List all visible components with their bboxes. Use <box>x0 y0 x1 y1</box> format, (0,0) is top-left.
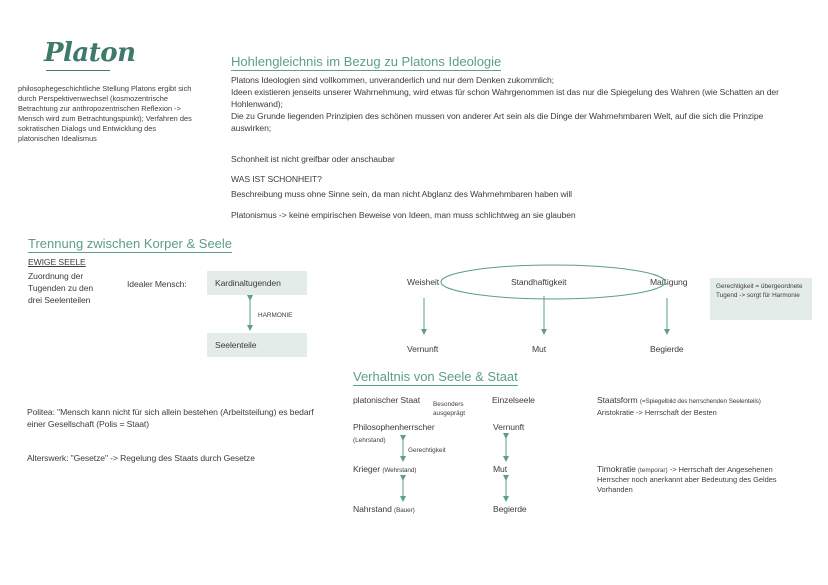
hoehle-heading: Hohlengleichnis im Bezug zu Platons Ideologie <box>231 54 502 69</box>
trennung-heading: Trennung zwischen Korper & Seele <box>28 236 233 251</box>
hoehle-line-1: Platons Ideologien sind vollkommen, unveranderlich und nur dem Denken zukommlich; <box>231 75 554 85</box>
part-mut: Mut <box>532 344 547 354</box>
lehrstand-label: (Lehrstand) <box>353 437 386 444</box>
schoenheit-text: Schonheit ist nicht greifbar oder anschaubar <box>231 154 395 164</box>
intro-text: philosophegeschichtliche Stellung Platons ergibt sich durch Perspektivenwechsel (kosmozentrische Betrachtung zur anthropozentrischen Reflexion -> Mensch wird zum Betrachtungspunkt); Verfahren des sokratischen Dialogs und Entwicklung des platonischen Idealismus <box>18 84 192 143</box>
einzelseele-label: Einzelseele <box>492 395 535 405</box>
politeia-text: Politea: "Mensch kann nicht für sich allein bestehen (Arbeitsteilung) es bedarf einer Gesellschaft (Polis = Staat) <box>27 407 314 429</box>
harmonie-label: HARMONIE <box>258 312 293 319</box>
timokratie-note: (temporar) <box>637 467 668 474</box>
einzel-begierde: Begierde <box>493 504 527 514</box>
staatsform-text: Staatsform <box>597 395 638 405</box>
virtue-weisheit: Weisheit <box>407 277 439 287</box>
ewige-seele-label: EWIGE SEELE <box>28 257 86 267</box>
page-title: Platon <box>44 38 136 68</box>
virtue-massigung: Maßigung <box>650 277 688 287</box>
wehrstand-text: (Wehrstand) <box>382 467 417 474</box>
virtues-ellipse <box>441 265 665 299</box>
staatsform-note: (=Spiegelbild des herrschenden Seelenteils) <box>639 398 761 405</box>
hoehle-line-2: Ideen existieren jenseits unserer Wahrnehmung, wird etwas für schon Wahrgenommen ist das nur die Spiegelung des Wahren (wie Schatten an der Hohlenwand); <box>231 87 779 109</box>
virtue-standhaftigkeit: Standhaftigkeit <box>511 277 567 287</box>
timokratie-label: Timokratie <box>597 464 636 474</box>
beschreibung-text: Beschreibung muss ohne Sinne sein, da man nicht Abglanz des Wahrnehmbaren haben will <box>231 189 572 199</box>
kardinaltugenden-box: Kardinaltugenden <box>207 271 307 295</box>
bauer-text: (Bauer) <box>394 507 415 514</box>
gerechtigkeit-label: Gerechtigkeit <box>408 447 446 454</box>
gerechtigkeit-note-box: Gerechtigkeit = übergeordnete Tugend -> sorgt für Harmonie <box>710 278 812 320</box>
schoenheit-question: WAS IST SCHONHEIT? <box>231 174 322 184</box>
naehrstand-text: Nahrstand <box>353 504 392 514</box>
alterswerk-text: Alterswerk: "Gesetze" -> Regelung des Staats durch Gesetze <box>27 453 255 463</box>
platonismus-text: Platonismus -> keine empirischen Beweise von Ideen, man muss schlichtweg an sie glauben <box>231 210 576 220</box>
besonders-label: Besonders ausgeprägt <box>433 401 465 417</box>
zuordnung-text: Zuordnung der Tugenden zu den drei Seelenteilen <box>28 271 94 305</box>
part-begierde: Begierde <box>650 344 684 354</box>
aristokratie-text: Aristokratie -> Herrschaft der Besten <box>597 408 717 417</box>
einzel-vernunft: Vernunft <box>493 422 525 432</box>
hoehle-line-3: Die zu Grunde liegenden Prinzipien des schönen mussen von anderer Art sein als die Dinge der Wahrnehmbaren Welt, auf die sich die Prinzipe auswirken; <box>231 111 764 133</box>
krieger-text: Krieger <box>353 464 381 474</box>
seelenteile-box: Seelenteile <box>207 333 307 357</box>
timokratie-text: -> Herrschaft der Angesehenen Herrscher noch anerkannt aber Bedeutung des Geldes Vorhanden <box>597 465 777 494</box>
einzel-mut: Mut <box>493 464 508 474</box>
idealer-mensch-label: Idealer Mensch: <box>127 279 187 289</box>
part-vernunft: Vernunft <box>407 344 439 354</box>
platonischer-staat-label: platonischer Staat <box>353 395 420 405</box>
philosophenherrscher-label: Philosophenherrscher <box>353 422 435 432</box>
verhaeltnis-heading: Verhaltnis von Seele & Staat <box>353 369 518 384</box>
